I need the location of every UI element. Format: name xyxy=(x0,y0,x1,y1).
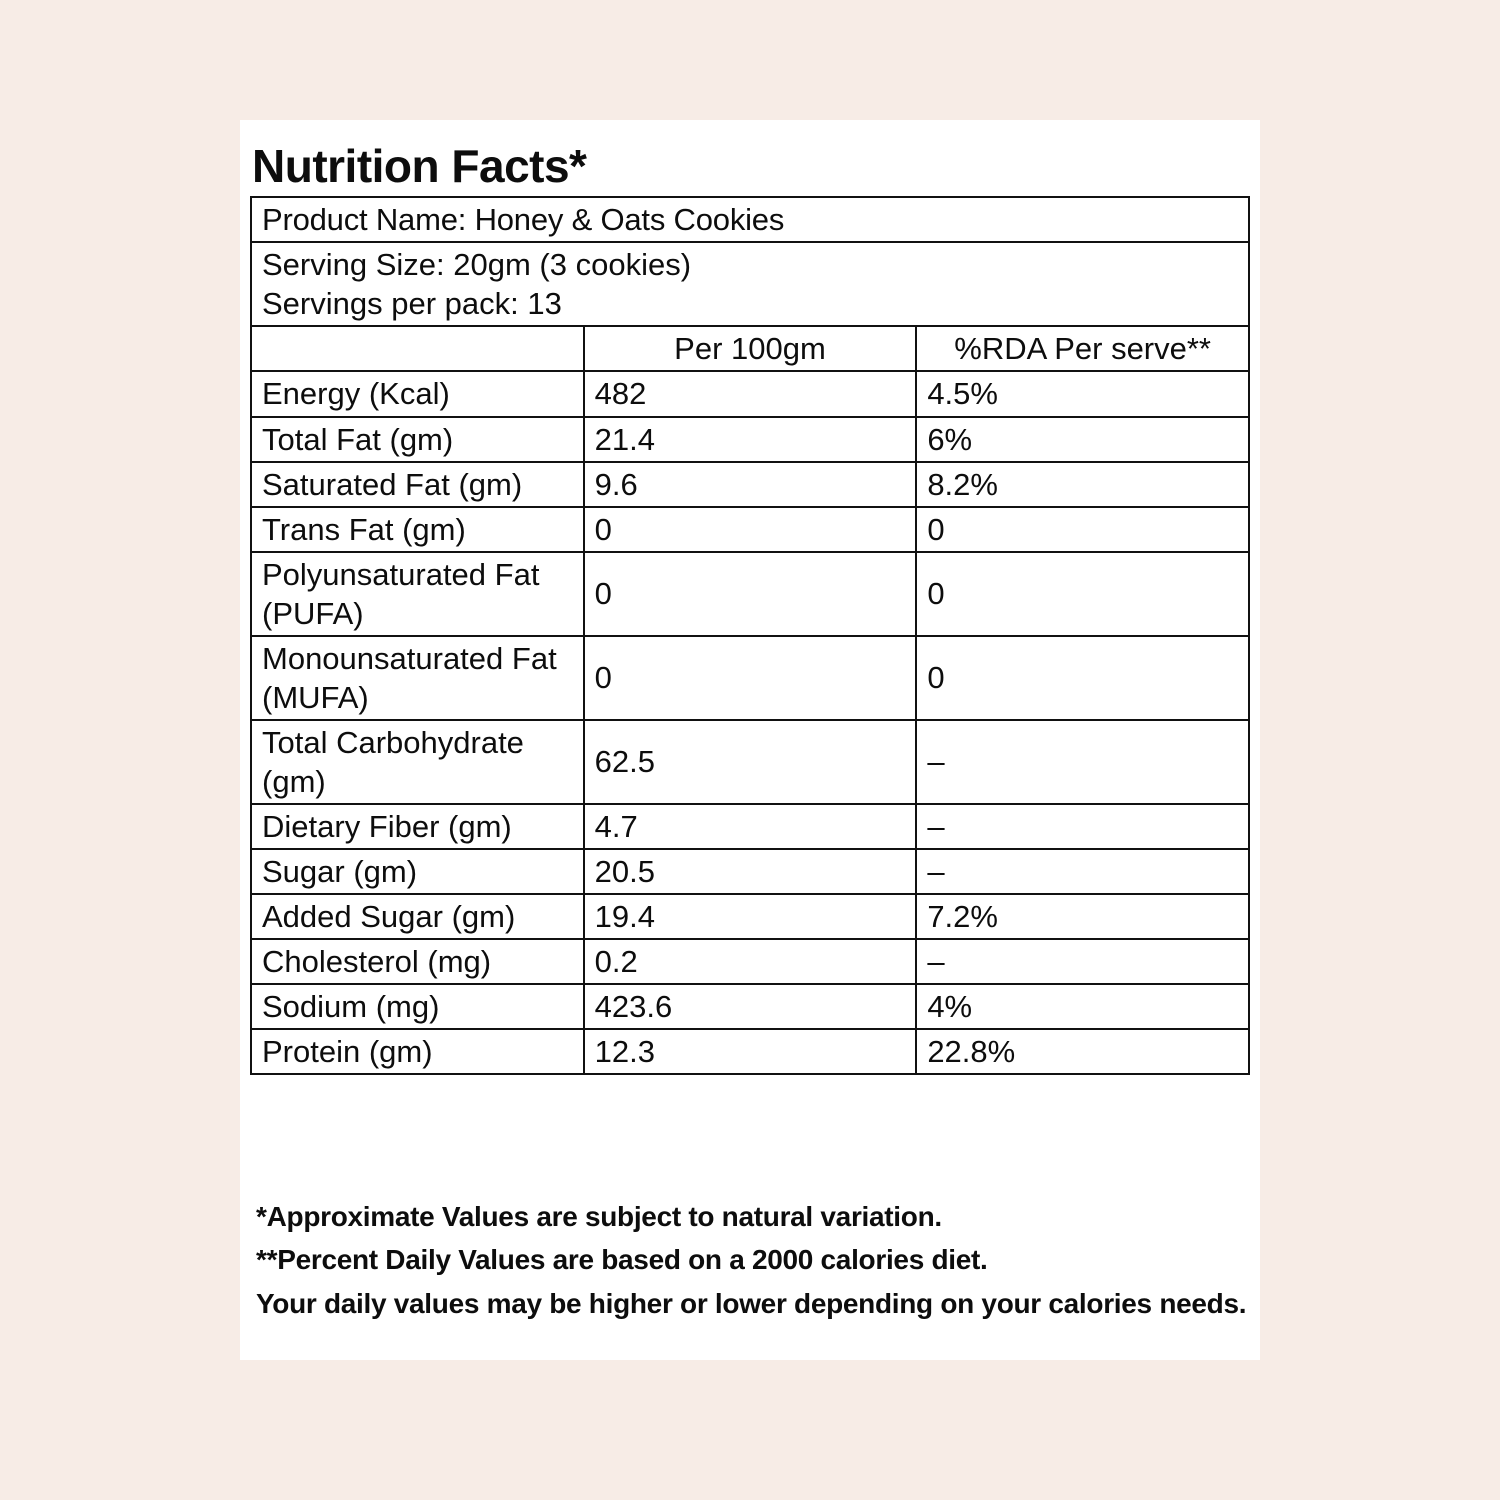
nutrient-per100: 482 xyxy=(584,371,917,416)
product-name-cell: Product Name: Honey & Oats Cookies xyxy=(251,197,1249,242)
nutrient-name: Total Carbohydrate (gm) xyxy=(251,720,584,804)
table-row xyxy=(251,804,1249,849)
nutrient-per100: 20.5 xyxy=(584,849,917,894)
nutrient-name: Polyunsaturated Fat (PUFA) xyxy=(251,552,584,636)
table-row xyxy=(251,507,1249,552)
nutrient-rda: 6% xyxy=(916,417,1249,462)
nutrient-rda: 0 xyxy=(916,636,1249,720)
table-row xyxy=(251,371,1249,416)
column-header-rda: %RDA Per serve** xyxy=(916,326,1249,371)
nutrient-name: Sugar (gm) xyxy=(251,849,584,894)
nutrient-rda: – xyxy=(916,804,1249,849)
table-row xyxy=(251,720,1249,804)
nutrient-per100: 0 xyxy=(584,507,917,552)
nutrient-rda: 0 xyxy=(916,507,1249,552)
table-row xyxy=(251,417,1249,462)
table-row xyxy=(251,1029,1249,1074)
nutrient-name: Monounsaturated Fat (MUFA) xyxy=(251,636,584,720)
table-header-row xyxy=(251,326,1249,371)
footnote-approximate-values: *Approximate Values are subject to natural variation. xyxy=(256,1201,942,1232)
nutrient-rda: – xyxy=(916,849,1249,894)
nutrient-rda: – xyxy=(916,939,1249,984)
nutrient-name: Added Sugar (gm) xyxy=(251,894,584,939)
nutrient-name: Protein (gm) xyxy=(251,1029,584,1074)
page-title: Nutrition Facts* xyxy=(252,140,587,192)
nutrient-per100: 19.4 xyxy=(584,894,917,939)
serving-size-text: Serving Size: 20gm (3 cookies) xyxy=(262,247,692,283)
nutrient-name: Total Fat (gm) xyxy=(251,417,584,462)
nutrition-facts-table xyxy=(250,196,1250,1075)
footnote-percent-daily-values: **Percent Daily Values are based on a 2000 calories diet. xyxy=(256,1244,988,1276)
nutrient-name: Cholesterol (mg) xyxy=(251,939,584,984)
column-header-nutrient xyxy=(251,326,584,371)
nutrient-name: Trans Fat (gm) xyxy=(251,507,584,552)
nutrient-per100: 0 xyxy=(584,552,917,636)
nutrient-per100: 423.6 xyxy=(584,984,917,1029)
table-row xyxy=(251,894,1249,939)
nutrient-rda: 0 xyxy=(916,552,1249,636)
nutrient-rda: 4% xyxy=(916,984,1249,1029)
nutrient-name: Energy (Kcal) xyxy=(251,371,584,416)
table-row xyxy=(251,939,1249,984)
nutrient-per100: 0 xyxy=(584,636,917,720)
nutrient-rda: 8.2% xyxy=(916,462,1249,507)
nutrient-rda: 4.5% xyxy=(916,371,1249,416)
nutrient-rda: 7.2% xyxy=(916,894,1249,939)
table-row xyxy=(251,984,1249,1029)
nutrient-rda: 22.8% xyxy=(916,1029,1249,1074)
table-row xyxy=(251,462,1249,507)
nutrient-per100: 9.6 xyxy=(584,462,917,507)
nutrient-per100: 21.4 xyxy=(584,417,917,462)
nutrient-rda: – xyxy=(916,720,1249,804)
nutrient-per100: 4.7 xyxy=(584,804,917,849)
nutrient-name: Saturated Fat (gm) xyxy=(251,462,584,507)
column-header-per100gm: Per 100gm xyxy=(584,326,917,371)
servings-per-pack-text: Servings per pack: 13 xyxy=(262,286,562,322)
footnote-daily-values-vary: Your daily values may be higher or lower depending on your calories needs. xyxy=(256,1287,1247,1319)
serving-info-row xyxy=(251,242,1249,326)
table-row xyxy=(251,552,1249,636)
nutrient-per100: 12.3 xyxy=(584,1029,917,1074)
serving-info-cell xyxy=(251,242,1249,326)
nutrient-per100: 0.2 xyxy=(584,939,917,984)
nutrient-name: Sodium (mg) xyxy=(251,984,584,1029)
product-name-row xyxy=(251,197,1249,242)
nutrient-name: Dietary Fiber (gm) xyxy=(251,804,584,849)
table-row xyxy=(251,636,1249,720)
nutrient-per100: 62.5 xyxy=(584,720,917,804)
footnotes xyxy=(250,1195,1250,1325)
nutrition-label-panel xyxy=(240,120,1260,1360)
table-row xyxy=(251,849,1249,894)
